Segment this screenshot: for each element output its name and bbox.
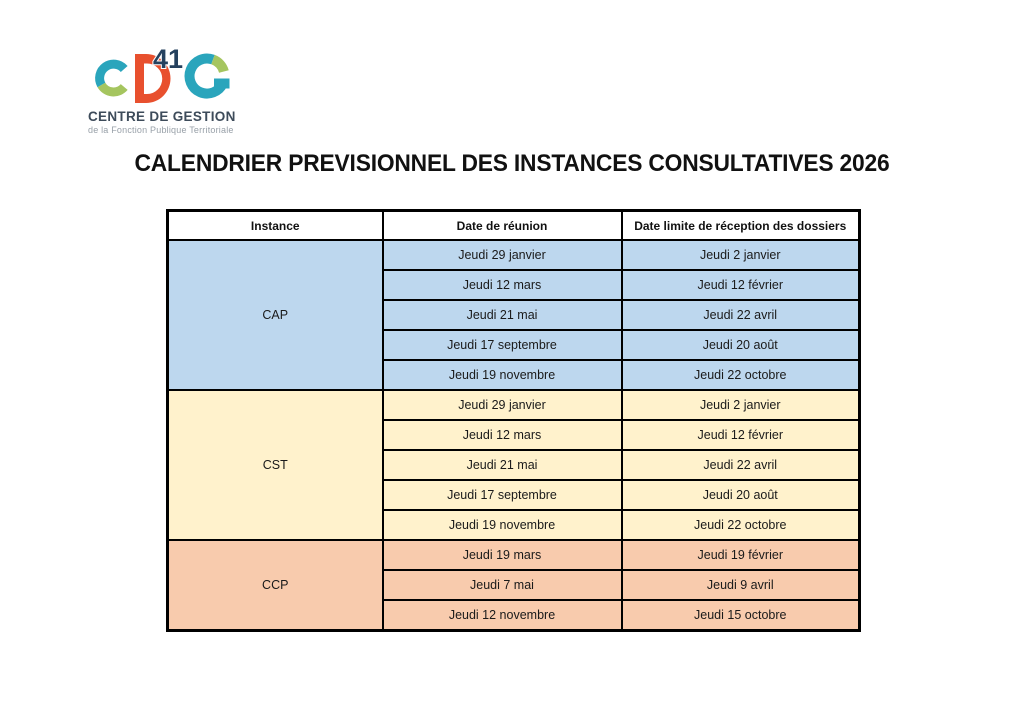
col-header-date-reunion: Date de réunion (383, 211, 622, 241)
meeting-date-cell: Jeudi 19 novembre (383, 510, 622, 540)
col-header-instance: Instance (168, 211, 383, 241)
meeting-date-cell: Jeudi 21 mai (383, 450, 622, 480)
deadline-date-cell: Jeudi 2 janvier (622, 240, 860, 270)
deadline-date-cell: Jeudi 15 octobre (622, 600, 860, 631)
meeting-date-cell: Jeudi 17 septembre (383, 330, 622, 360)
table-header-row (168, 211, 860, 241)
meeting-date-cell: Jeudi 12 mars (383, 270, 622, 300)
deadline-date-cell: Jeudi 20 août (622, 330, 860, 360)
deadline-date-cell: Jeudi 22 avril (622, 450, 860, 480)
instance-cell-ccp: CCP (168, 540, 383, 631)
cdg-logo-graphic (88, 40, 236, 108)
logo-letter-g-bar (214, 79, 230, 89)
table-row (168, 240, 860, 270)
meeting-date-cell: Jeudi 12 novembre (383, 600, 622, 631)
deadline-date-cell: Jeudi 22 octobre (622, 360, 860, 390)
col-header-date-limite: Date limite de réception des dossiers (622, 211, 860, 241)
meeting-date-cell: Jeudi 29 janvier (383, 240, 622, 270)
meeting-date-cell: Jeudi 12 mars (383, 420, 622, 450)
instance-cell-cst: CST (168, 390, 383, 540)
meeting-date-cell: Jeudi 19 novembre (383, 360, 622, 390)
logo-letter-g-green-arc (213, 60, 224, 72)
meeting-date-cell: Jeudi 19 mars (383, 540, 622, 570)
meeting-date-cell: Jeudi 7 mai (383, 570, 622, 600)
instances-calendar-table (166, 209, 861, 632)
instance-cell-cap: CAP (168, 240, 383, 390)
logo-org-subtitle: de la Fonction Publique Territoriale (88, 125, 234, 135)
table-row (168, 540, 860, 570)
deadline-date-cell: Jeudi 22 avril (622, 300, 860, 330)
deadline-date-cell: Jeudi 22 octobre (622, 510, 860, 540)
meeting-date-cell: Jeudi 21 mai (383, 300, 622, 330)
logo-letter-c-teal-arc (100, 64, 125, 85)
page-title: CALENDRIER PREVISIONNEL DES INSTANCES CONSULTATIVES 2026 (134, 150, 890, 177)
table-row (168, 390, 860, 420)
meeting-date-cell: Jeudi 17 septembre (383, 480, 622, 510)
logo-letter-c-green-arc (101, 85, 124, 92)
logo-department-number: 41 (152, 44, 184, 74)
deadline-date-cell: Jeudi 20 août (622, 480, 860, 510)
deadline-date-cell: Jeudi 2 janvier (622, 390, 860, 420)
deadline-date-cell: Jeudi 9 avril (622, 570, 860, 600)
cdg41-logo (88, 40, 248, 135)
logo-org-name: CENTRE DE GESTION (88, 109, 236, 124)
deadline-date-cell: Jeudi 19 février (622, 540, 860, 570)
meeting-date-cell: Jeudi 29 janvier (383, 390, 622, 420)
deadline-date-cell: Jeudi 12 février (622, 270, 860, 300)
deadline-date-cell: Jeudi 12 février (622, 420, 860, 450)
